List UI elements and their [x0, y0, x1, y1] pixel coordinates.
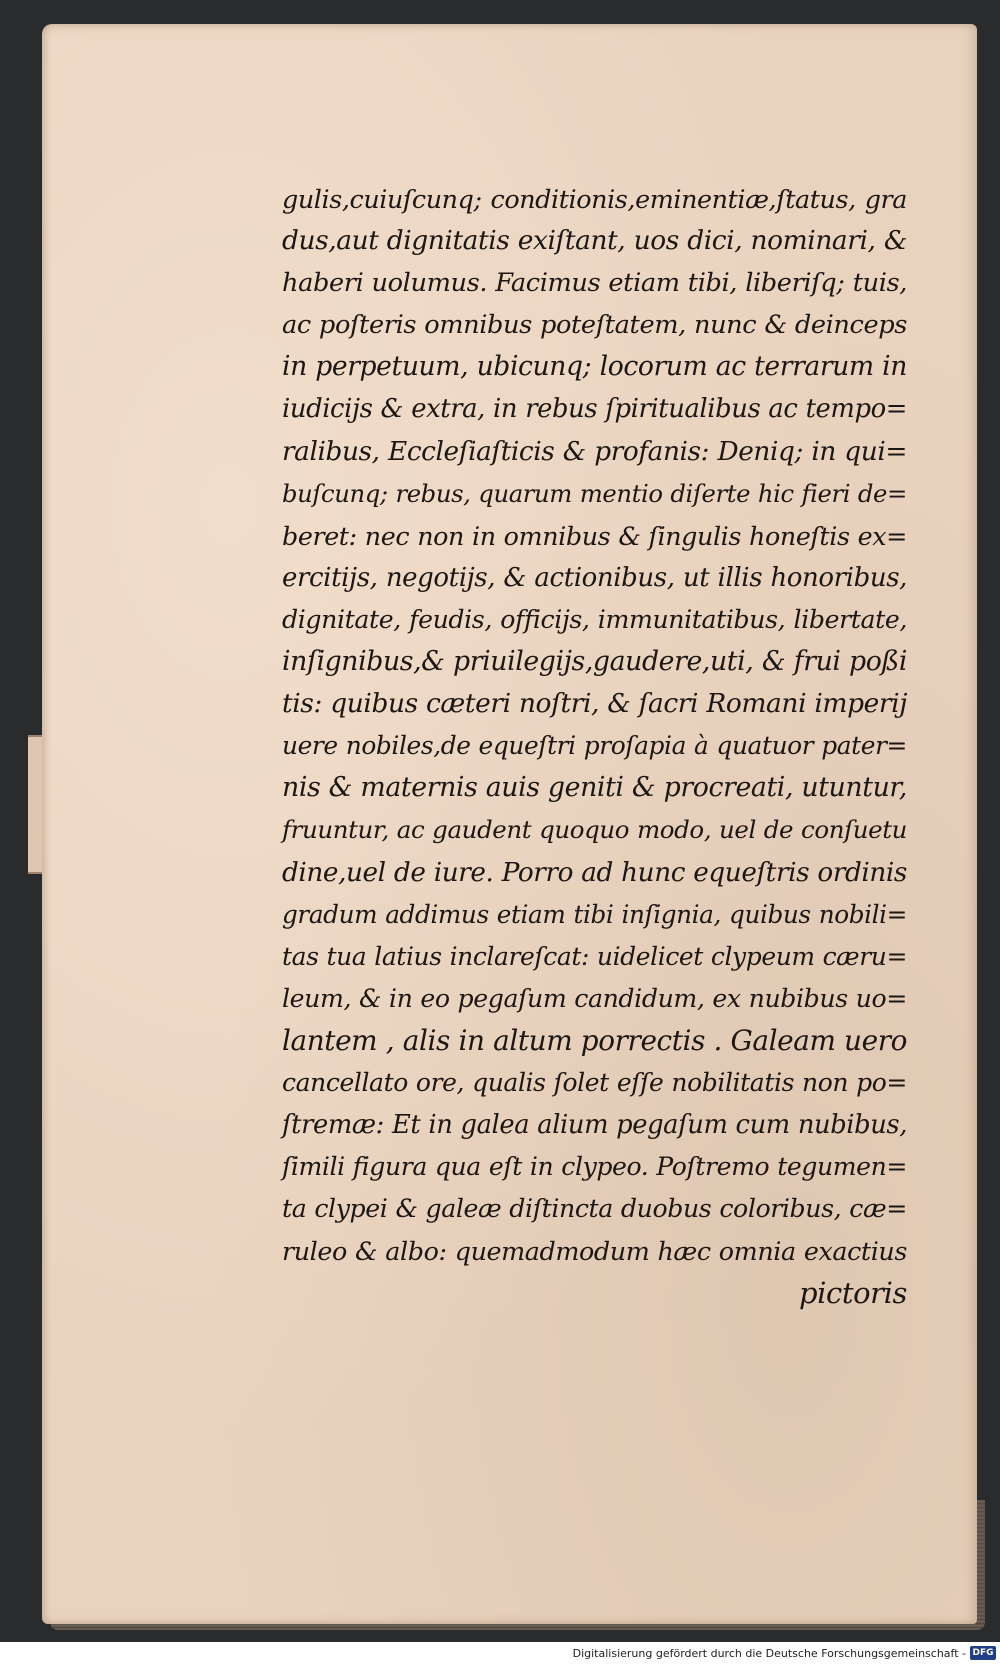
text-line: dignitate, feudis, officijs, immunitatibus, libertate,	[282, 604, 907, 634]
catchword: pictoris	[798, 1276, 907, 1311]
page-text	[282, 178, 907, 1315]
text-line: uere nobiles,de equeſtri proſapia à quatuor pater=	[282, 731, 907, 761]
text-line: gulis,cuiuſcunq; conditionis,eminentiæ,ſtatus, gra	[282, 184, 907, 214]
text-line: leum, & in eo pegaſum candidum, ex nubibus uo=	[282, 983, 907, 1013]
text-line: tas tua latius inclareſcat: uidelicet clypeum cæru=	[282, 941, 907, 971]
funding-credit: Digitalisierung gefördert durch die Deutsche Forschungsgemeinschaft -	[572, 1647, 966, 1660]
text-line: iudicijs & extra, in rebus ſpiritualibus ac tempo=	[282, 394, 907, 425]
text-line: tis: quibus cæteri noſtri, & ſacri Romani imperij	[282, 688, 907, 720]
text-line: beret: nec non in omnibus & ſingulis honeſtis ex=	[282, 520, 907, 551]
text-line: in perpetuum, ubicunq; locorum ac terrarum in	[282, 351, 907, 383]
text-line: dine,uel de iure. Porro ad hunc equeſtris ordinis	[282, 857, 907, 888]
text-line: ralibus, Eccleſiaſticis & profanis: Deniq; in qui=	[282, 436, 907, 467]
dfg-logo: DFG	[970, 1646, 996, 1660]
text-line: ercitijs, negotijs, & actionibus, ut illis honoribus,	[282, 562, 907, 593]
text-line: buſcunq; rebus, quarum mentio diſerte hic fieri de=	[282, 478, 907, 508]
text-line: ſimili figura qua eſt in clypeo. Poſtremo tegumen=	[282, 1152, 907, 1182]
text-line: dus,aut dignitatis exiſtant, uos dici, nominari, &	[282, 225, 907, 257]
text-line: fruuntur, ac gaudent quoquo modo, uel de conſuetu	[282, 815, 907, 845]
text-line: lantem , alis in altum porrectis . Galeam uero	[282, 1023, 907, 1057]
text-line: inſignibus,& priuilegijs,gaudere,uti, & frui poßi	[282, 646, 907, 678]
text-line: ac poſteris omnibus poteſtatem, nunc & deinceps	[282, 310, 907, 341]
text-line: haberi uolumus. Facimus etiam tibi, liberiſq; tuis,	[282, 268, 907, 299]
text-line: nis & maternis auis geniti & procreati, utuntur,	[282, 772, 907, 804]
text-line: ta clypei & galeæ diſtincta duobus coloribus, cæ=	[282, 1194, 907, 1224]
text-line: ſtremæ: Et in galea alium pegaſum cum nubibus,	[282, 1110, 907, 1141]
text-line: cancellato ore, qualis ſolet eſſe nobilitatis non po=	[282, 1067, 907, 1097]
footer-bar	[0, 1642, 1000, 1666]
text-line: gradum addimus etiam tibi inſignia, quibus nobili=	[282, 899, 907, 929]
text-line: ruleo & albo: quemadmodum hæc omnia exactius	[282, 1236, 907, 1267]
